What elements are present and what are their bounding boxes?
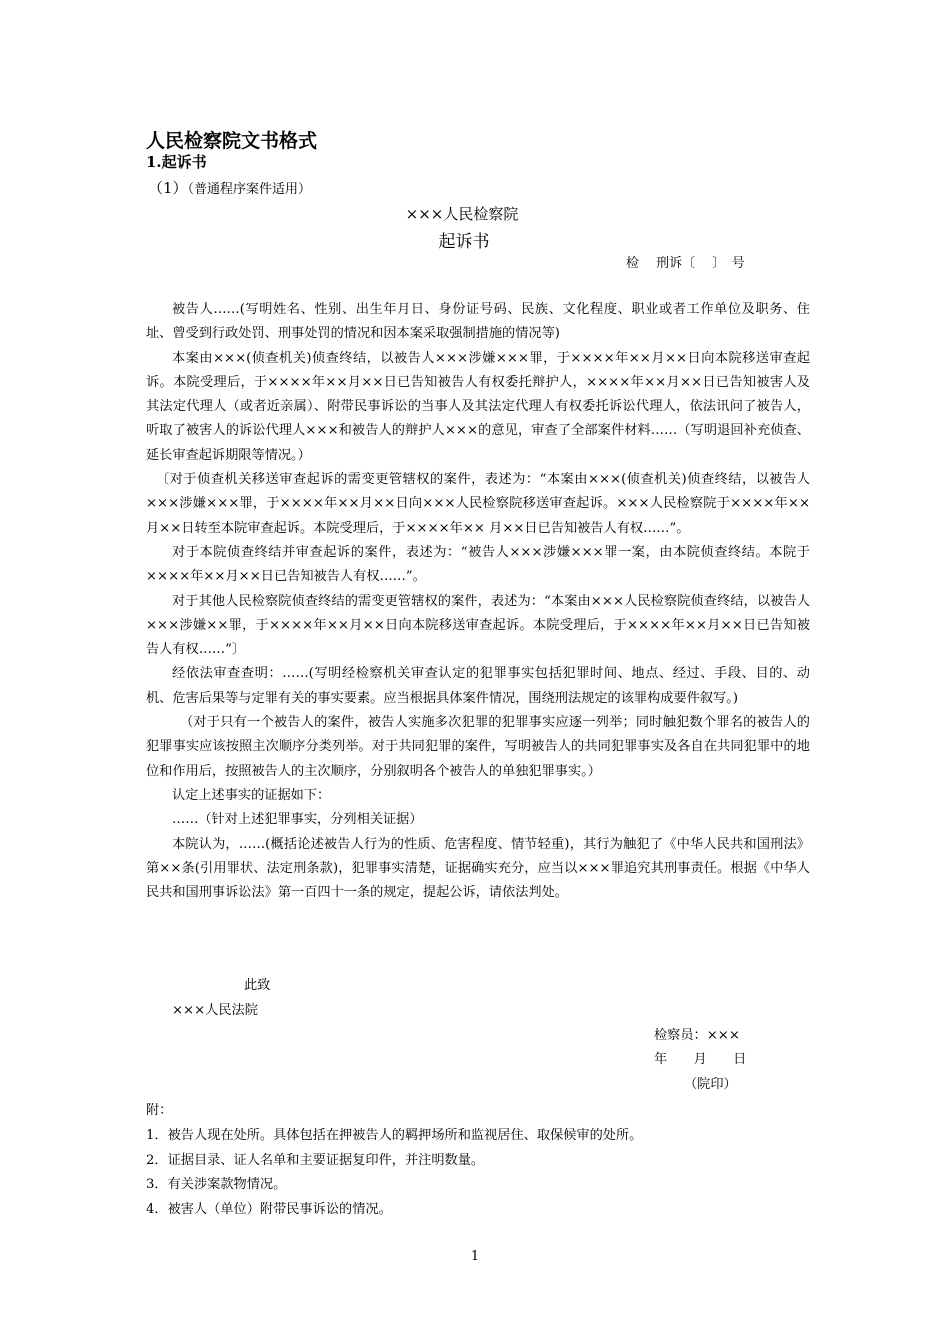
paragraph-evidence-list: ……（针对上述犯罪事实，分列相关证据） — [172, 812, 423, 828]
paragraph-facts-note: （对于只有一个被告人的案件，被告人实施多次犯罪的犯罪事实应逐一列举；同时触犯数个罪名的被告人的犯罪事实应该按照主次顺序分类列举。对于共同犯罪的案件，写明被告人的共同犯罪事实及各自在共同犯罪中的地位和作用后，按照被告人的主次顺序，分别叙明各个被告人的单独犯罪事实。） — [146, 715, 810, 779]
attachment-item: 3．有关涉案款物情况。 — [146, 1177, 287, 1192]
paragraph-conclusion: 本院认为，……(概括论述被告人行为的性质、危害程度、情节轻重)，其行为触犯了《中华人民共和国刑法》第××条(引用罪状、法定刑条款)，犯罪事实清楚，证据确实充分，应当以×××罪追究其刑事责任。根据《中华人民共和国刑事诉讼法》第一百四十一条的规定，提起公诉，请依法判处。 — [146, 836, 810, 901]
paragraph-case-summary: 本案由×××(侦查机关)侦查终结，以被告人×××涉嫌×××罪，于××××年××月××日向本院移送审查起诉。本院受理后，于××××年××月××日已告知被告人有权委托辩护人，××××年××月××日已告知被害人及其法定代理人（或者近亲属）、附带民事诉讼的当事人及其法定代理人有权委托诉讼代理人，依法讯问了被告人，听取了被害人的诉讼代理人×××和被告人的辩护人×××的意见，审查了全部案件材料……（写明退回补充侦查、延长审查起诉期限等情况。） — [146, 350, 810, 463]
subsection-note: （普通程序案件适用） — [187, 182, 312, 197]
attachment-item: 2．证据目录、证人名单和主要证据复印件，并注明数量。 — [146, 1153, 485, 1168]
paragraph-own-investigation: 对于本院侦查终结并审查起诉的案件，表述为：“被告人×××涉嫌×××罪一案，由本院侦查终结。本院于××××年××月××日已告知被告人有权……”。 — [146, 544, 810, 585]
subsection-number: （1） — [148, 179, 188, 197]
document-org-text: ×××人民检察院 — [405, 205, 519, 223]
attachments-label: 附： — [146, 1103, 173, 1118]
attachment-item: 4．被害人（单位）附带民事诉讼的情况。 — [146, 1202, 392, 1217]
section-title: 1.起诉书 — [146, 153, 207, 171]
paragraph-jurisdiction-transfer: 〔对于侦查机关移送审查起诉的需变更管辖权的案件，表述为：“本案由×××(侦查机关)侦查终结，以被告人×××涉嫌×××罪，于××××年××月××日向×××人民检察院移送审查起诉。×××人民检察院于××××年××月××日转至本院审查起诉。本院受理后，于××××年×× 月××日已告知被告人有权……”。 — [146, 472, 810, 536]
attachment-item: 1．被告人现在处所。具体包括在押被告人的羁押场所和监视居住、取保候审的处所。 — [146, 1128, 643, 1143]
closing-zhici: 此致 — [244, 978, 271, 993]
signature-date: 年 月 日 — [654, 1052, 747, 1067]
paragraph-facts: 经依法审查查明：……(写明经检察机关审查认定的犯罪事实包括犯罪时间、地点、经过、手段、目的、动机、危害后果等与定罪有关的事实要素。应当根据具体案件情况，围绕刑法规定的该罪构成要件叙写。) — [146, 666, 810, 706]
paragraph-evidence-intro: 认定上述事实的证据如下： — [172, 787, 331, 803]
paragraph-defendant: 被告人……(写明姓名、性别、出生年月日、身份证号码、民族、文化程度、职业或者工作单位及职务、住址、曾受到行政处罚、刑事处罚的情况和因本案采取强制措施的情况等) — [146, 302, 810, 342]
signature-prosecutor: 检察员：××× — [654, 1028, 740, 1043]
page-number: 1 — [470, 1249, 480, 1264]
document-body — [146, 298, 810, 905]
closing-court: ×××人民法院 — [172, 1003, 258, 1018]
document-number: 检 刑诉〔 〕 号 — [626, 256, 745, 271]
document-title — [0, 227, 950, 252]
page-main-title: 人民检察院文书格式 — [146, 130, 318, 152]
paragraph-other-procuratorate: 对于其他人民检察院侦查终结的需变更管辖权的案件，表述为：“本案由×××人民检察院侦查终结，以被告人×××涉嫌××罪，于××××年××月××日向本院移送审查起诉。本院受理后，于××××年××月××日已告知被告人有权……”〕 — [146, 593, 810, 658]
document-title-text: 起诉书 — [438, 232, 490, 252]
document-org — [0, 203, 950, 224]
subsection-heading — [148, 177, 311, 198]
signature-seal: （院印） — [684, 1077, 737, 1092]
